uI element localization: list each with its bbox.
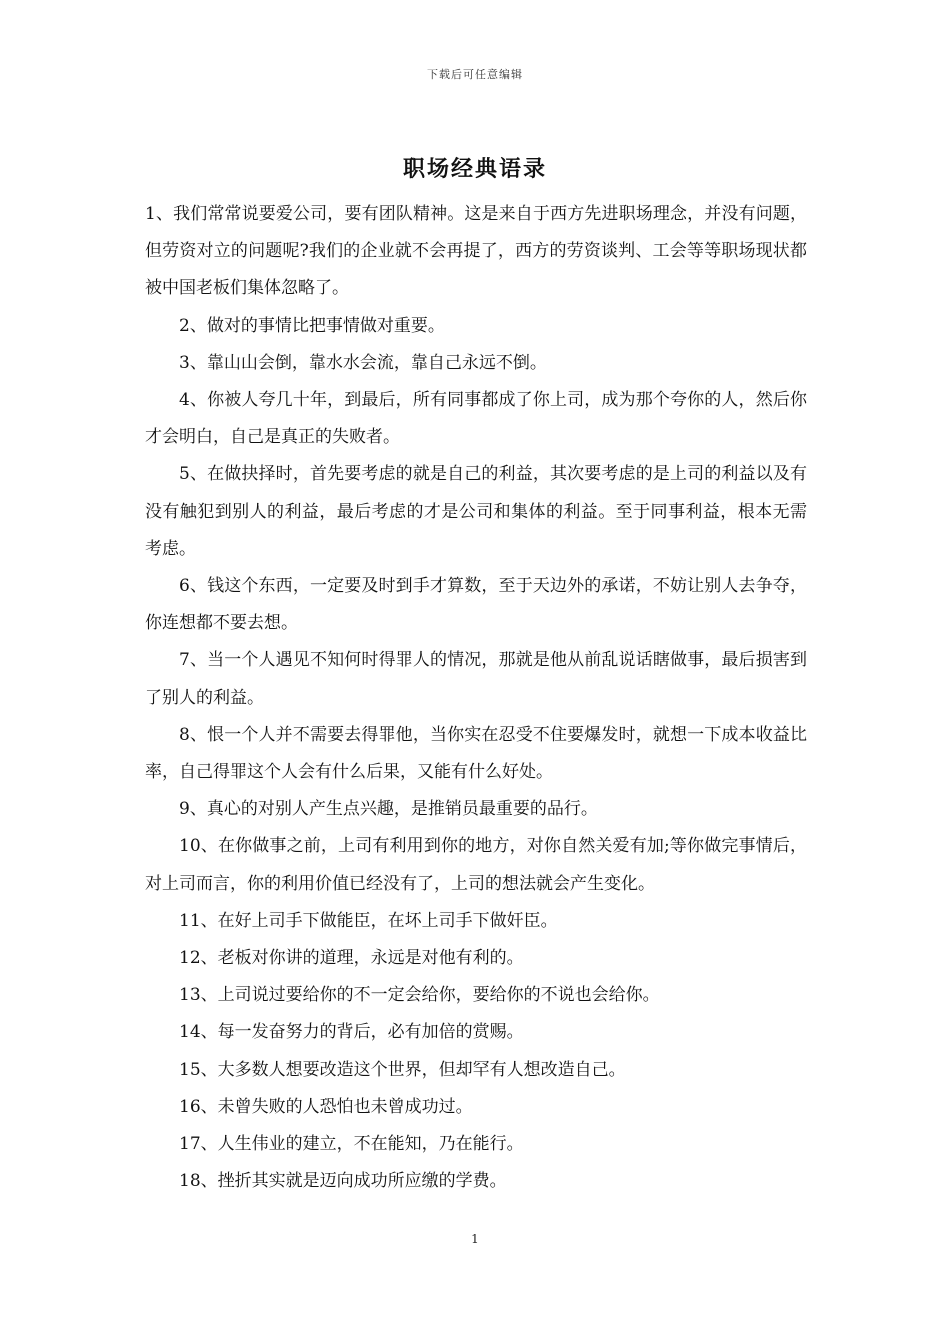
paragraph-5: 5、在做抉择时，首先要考虑的就是自己的利益，其次要考虑的是上司的利益以及有没有触犯到别人的利益，最后考虑的才是公司和集体的利益。至于同事利益，根本无需考虑。: [145, 464, 807, 559]
document-body: [145, 196, 807, 1200]
paragraph-7: 7、当一个人遇见不知何时得罪人的情况，那就是他从前乱说话瞎做事，最后损害到了别人的利益。: [145, 650, 807, 708]
paragraph-4: 4、你被人夸几十年，到最后，所有同事都成了你上司，成为那个夸你的人，然后你才会明白，自己是真正的失败者。: [145, 390, 807, 448]
paragraph-16: 16、未曾失败的人恐怕也未曾成功过。: [179, 1096, 473, 1117]
paragraph-18: 18、挫折其实就是迈向成功所应缴的学费。: [179, 1171, 507, 1192]
document-title: 职场经典语录: [402, 156, 547, 182]
paragraph-12: 12、老板对你讲的道理，永远是对他有利的。: [179, 948, 524, 969]
paragraph-10: 10、在你做事之前，上司有利用到你的地方，对你自然关爱有加;等你做完事情后，对上司而言，你的利用价值已经没有了，上司的想法就会产生变化。: [145, 836, 807, 894]
paragraph-9: 9、真心的对别人产生点兴趣，是推销员最重要的品行。: [179, 799, 598, 820]
page-header-note: 下载后可任意编辑: [427, 68, 523, 81]
paragraph-11: 11、在好上司手下做能臣，在坏上司手下做奸臣。: [179, 910, 558, 931]
paragraph-6: 6、钱这个东西，一定要及时到手才算数，至于天边外的承诺，不妨让别人去争夺，你连想都不要去想。: [145, 576, 807, 634]
paragraph-1: 1、我们常常说要爱公司，要有团队精神。这是来自于西方先进职场理念，并没有问题，但劳资对立的问题呢?我们的企业就不会再提了，西方的劳资谈判、工会等等职场现状都被中国老板们集体忽略了。: [145, 204, 807, 299]
page-number: 1: [471, 1232, 479, 1246]
paragraph-13: 13、上司说过要给你的不一定会给你，要给你的不说也会给你。: [179, 985, 660, 1006]
paragraph-15: 15、大多数人想要改造这个世界，但却罕有人想改造自己。: [179, 1059, 626, 1080]
paragraph-14: 14、每一发奋努力的背后，必有加倍的赏赐。: [179, 1022, 524, 1043]
paragraph-17: 17、人生伟业的建立，不在能知，乃在能行。: [179, 1134, 524, 1155]
paragraph-3: 3、靠山山会倒，靠水水会流，靠自己永远不倒。: [179, 352, 547, 373]
paragraph-8: 8、恨一个人并不需要去得罪他，当你实在忍受不住要爆发时，就想一下成本收益比率，自己得罪这个人会有什么后果，又能有什么好处。: [145, 724, 807, 783]
paragraph-2: 2、做对的事情比把事情做对重要。: [179, 315, 445, 336]
